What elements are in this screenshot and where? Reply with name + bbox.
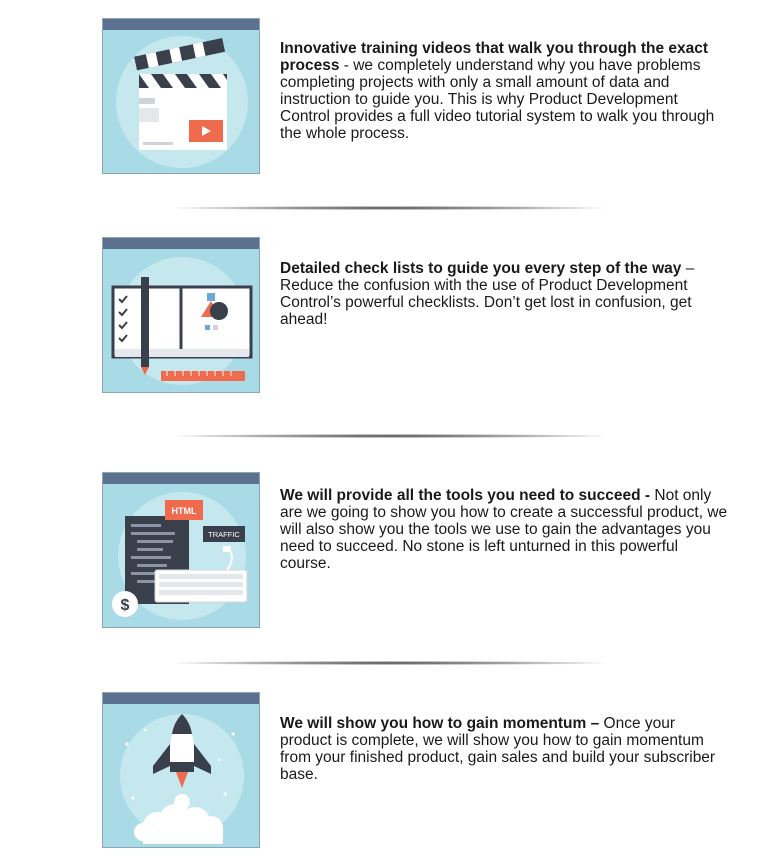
divider	[175, 201, 605, 215]
feature-heading: We will provide all the tools you need to succeed -	[280, 487, 655, 504]
thumb-header-bar	[103, 238, 259, 249]
divider	[175, 429, 605, 443]
video-clapperboard-icon	[102, 18, 260, 174]
feature-body: – Reduce the confusion with the use of Product Development Control’s powerful checklists. Don’t get lost in confusion, get ahead!	[280, 260, 695, 328]
checklist-book-icon	[102, 237, 260, 393]
feature-body: Once your product is complete, we will show you how to gain momentum from your finished product, gain sales and build your subscriber base.	[280, 715, 716, 783]
feature-heading: Detailed check lists to guide you every step of the way	[280, 260, 682, 277]
traffic-label: TRAFFIC	[208, 530, 240, 539]
feature-text-3	[280, 487, 730, 572]
html-label: HTML	[171, 506, 197, 516]
feature-text-2	[280, 260, 730, 328]
feature-heading: We will show you how to gain momentum –	[280, 715, 604, 732]
feature-text-4	[280, 715, 730, 783]
thumb-header-bar	[103, 19, 259, 30]
feature-heading: Innovative training videos that walk you through the exact process	[280, 40, 709, 74]
feature-body: Not only are we going to show you how to create a successful product, we will also show you the tools we use to gain the advantages you need to succeed. No stone is left unturned in this powerful course.	[280, 487, 728, 572]
feature-body: - we completely understand why you have problems completing projects with only a small amount of data and instruction to guide you. This is why Product Development Control provides a full video tutorial system to walk you through the whole process.	[280, 57, 715, 142]
feature-text-1	[280, 40, 730, 142]
thumb-header-bar	[103, 473, 259, 484]
rocket-launch-icon	[102, 692, 260, 848]
dollar-sign: $	[120, 597, 130, 614]
thumb-header-bar	[103, 693, 259, 704]
tools-keyboard-icon	[102, 472, 260, 628]
divider	[175, 656, 605, 670]
